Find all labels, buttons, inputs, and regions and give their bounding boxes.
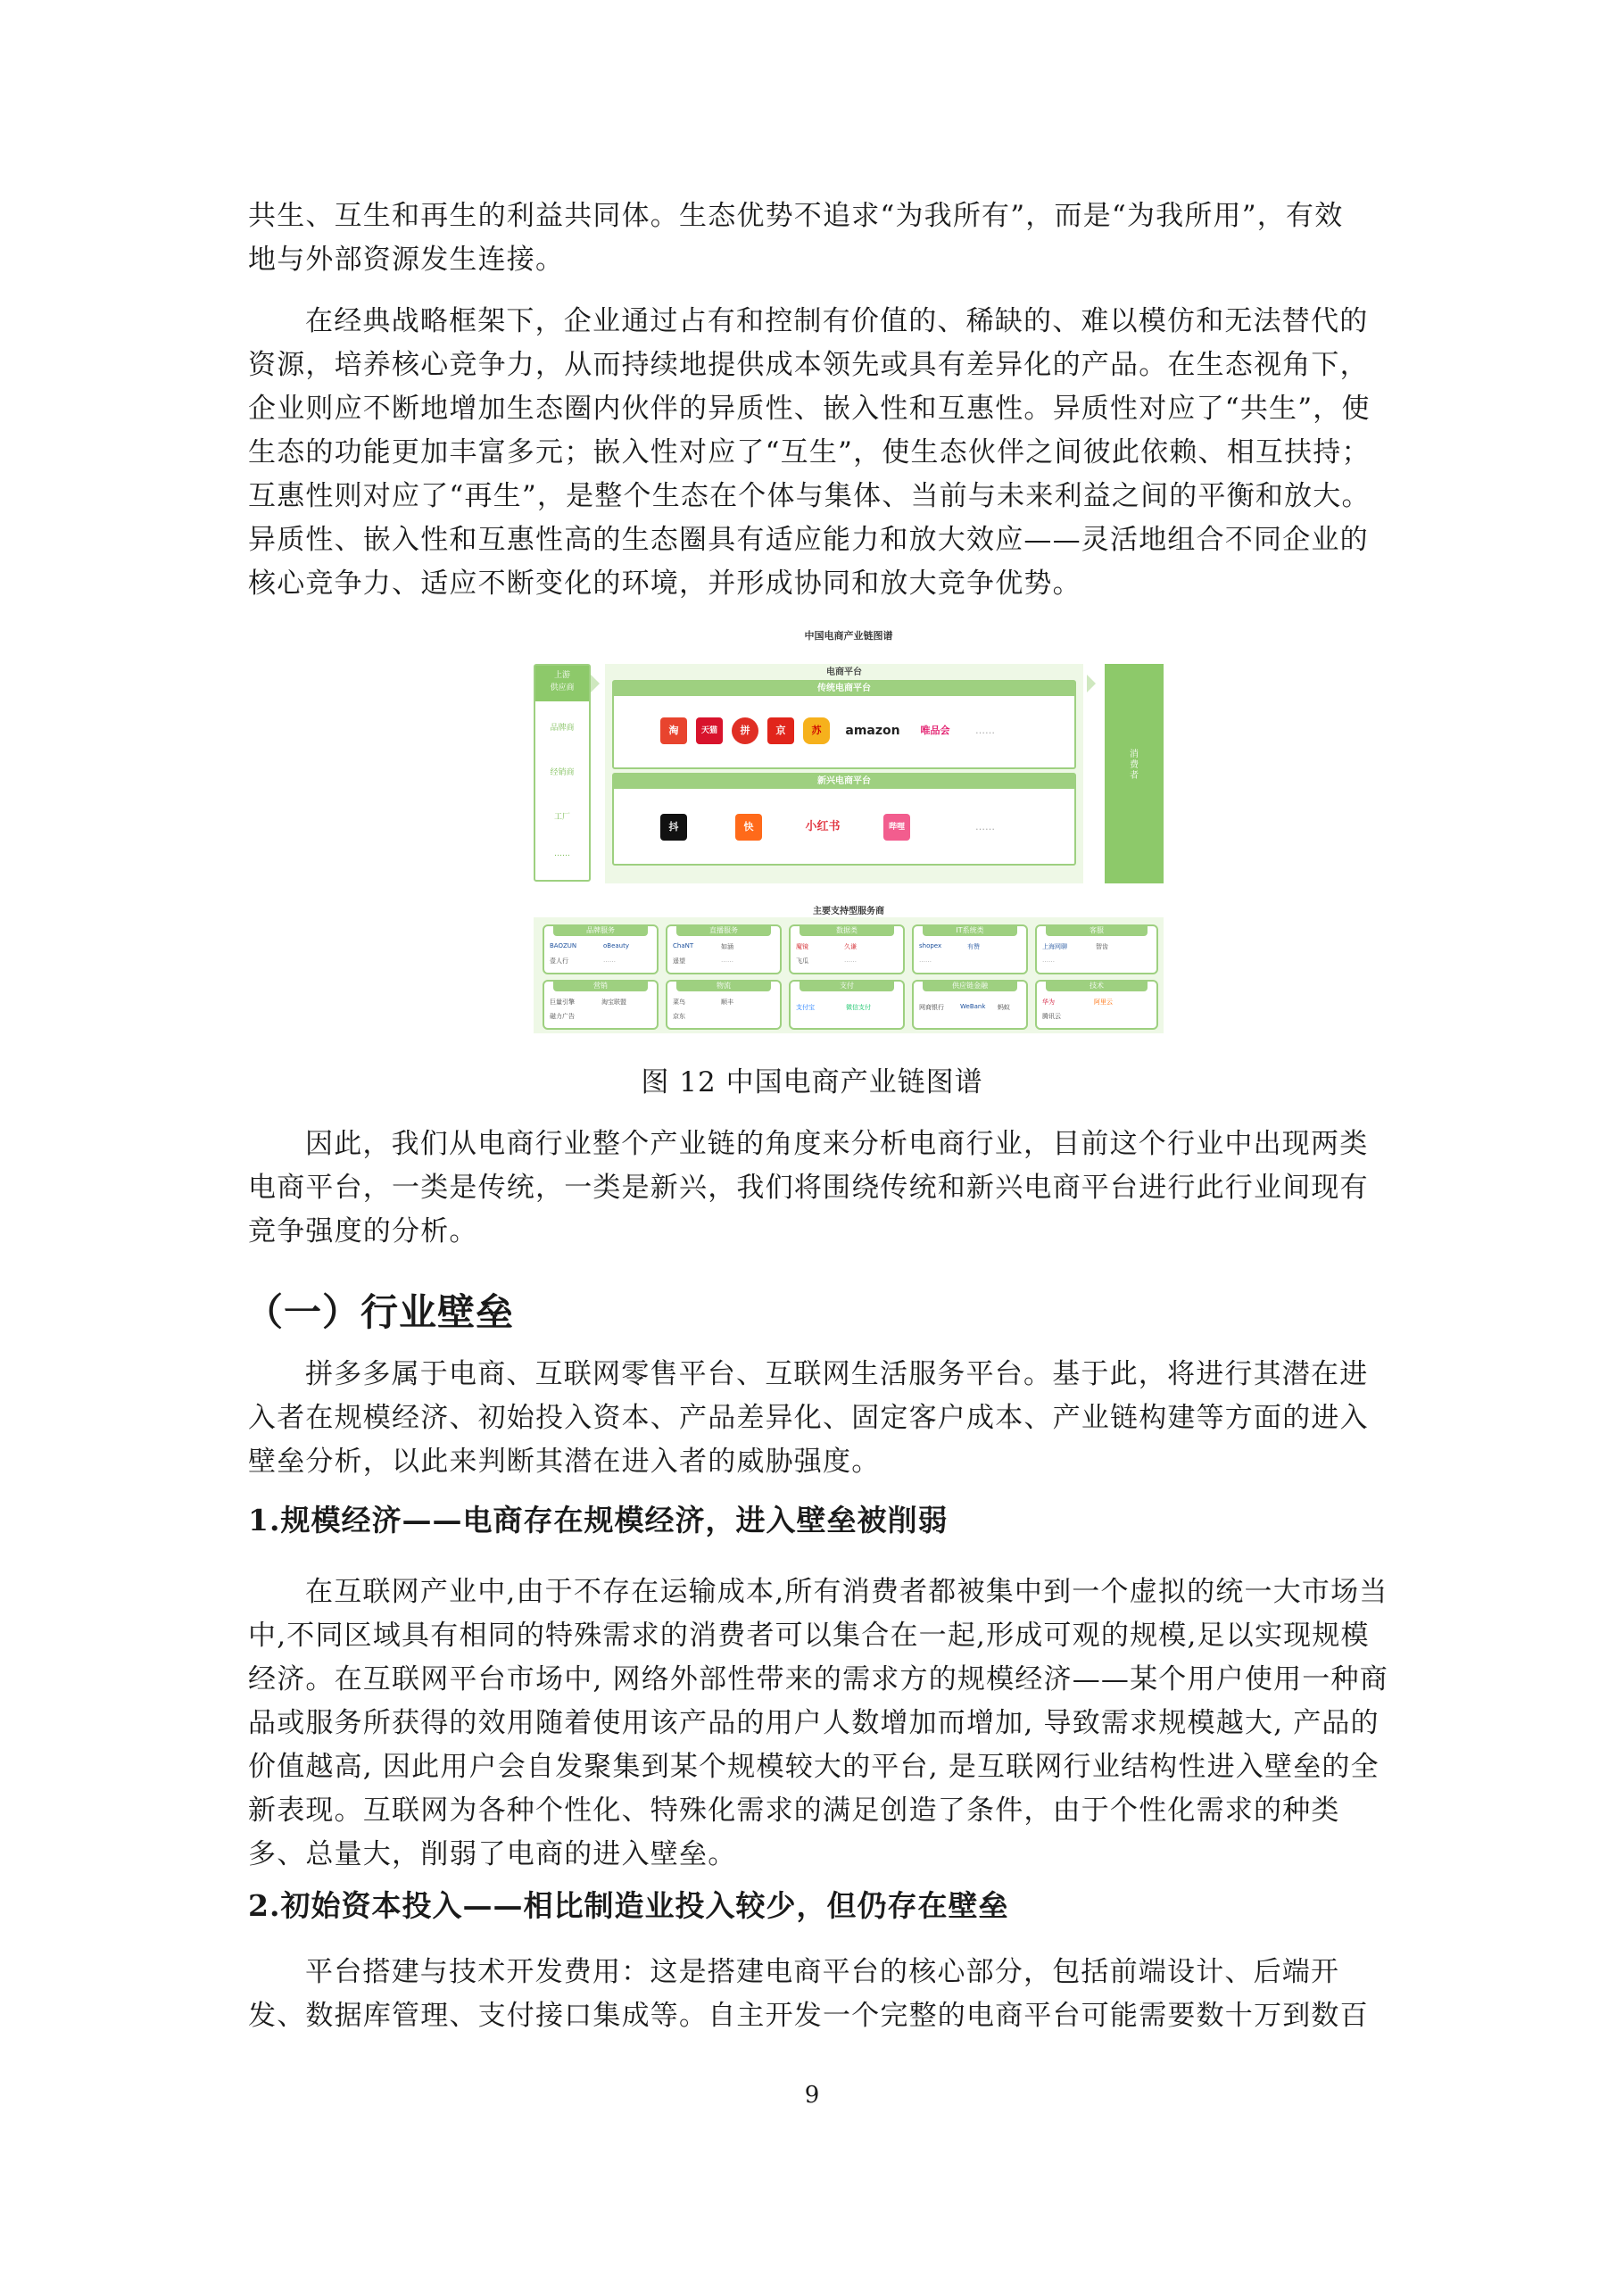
tmall-logo: 天猫	[696, 717, 723, 744]
figure-caption: 图 12 中国电商产业链图谱	[641, 1066, 983, 1098]
more-indicator: ……	[975, 821, 995, 833]
text-line: 壁垒分析，以此来判断其潜在进入者的威胁强度。	[248, 1446, 881, 1478]
service-item: 京东	[673, 1013, 685, 1020]
service-item: 磁力广告	[550, 1013, 575, 1020]
text-line: 经济。在互联网平台市场中, 网络外部性带来的需求方的规模经济——某个用户使用一种商	[248, 1663, 1388, 1695]
text-line: 共生、互生和再生的利益共同体。生态优势不追求“为我所有”，而是“为我所用”，有效	[248, 200, 1344, 232]
service-item: oBeauty	[603, 942, 630, 949]
service-item: ……	[1042, 957, 1055, 964]
service-label: 物流	[676, 981, 771, 991]
service-item: ……	[603, 957, 616, 964]
service-box	[543, 924, 659, 974]
text-line: 入者在规模经济、初始投入资本、产品差异化、固定客户成本、产业链构建等方面的进入	[248, 1402, 1369, 1434]
services-title: 主要支持型服务商	[813, 907, 884, 916]
paragraph-4	[248, 1353, 1374, 1484]
text-line: 异质性、嵌入性和互惠性高的生态圈具有适应能力和放大效应——灵活地组合不同企业的	[248, 524, 1369, 556]
text-line: 新表现。互联网为各种个性化、特殊化需求的满足创造了条件，由于个性化需求的种类	[248, 1795, 1340, 1827]
subheading-economies-of-scale: 1.规模经济——电商存在规模经济，进入壁垒被削弱	[248, 1503, 949, 1538]
subheading-initial-capital: 2.初始资本投入——相比制造业投入较少，但仍存在壁垒	[248, 1888, 1009, 1923]
upstream-item: 经销商	[550, 768, 575, 777]
service-box	[789, 924, 905, 974]
emerging-platform-box	[612, 773, 1076, 866]
service-item: 魔镜	[796, 943, 808, 950]
text-line: 互惠性则对应了“再生”，是整个生态在个体与集体、当前与未来利益之间的平衡和放大。	[248, 480, 1371, 512]
service-item: ChaNT	[673, 942, 694, 949]
upstream-panel	[534, 664, 591, 882]
service-label: 营销	[553, 981, 648, 991]
jd-logo: 京	[767, 717, 794, 744]
service-item: 顺丰	[721, 999, 733, 1006]
text-line: 企业则应不断地增加生态圈内伙伴的异质性、嵌入性和互惠性。异质性对应了“共生”，使	[248, 393, 1371, 425]
page-number: 9	[804, 2082, 820, 2109]
service-box	[1035, 980, 1158, 1030]
service-box	[1035, 924, 1158, 974]
upstream-item: 工厂	[553, 813, 570, 822]
service-item: 网商银行	[919, 1004, 944, 1011]
service-label: 直播服务	[676, 925, 771, 936]
service-item: 遥望	[673, 957, 685, 965]
service-item: BAOZUN	[550, 942, 577, 949]
service-item: shopex	[919, 942, 942, 949]
service-item: 上海网聊	[1042, 943, 1067, 950]
upstream-label: 上游 供应商	[535, 666, 589, 701]
service-label: 技术	[1046, 981, 1148, 991]
service-item: 如涵	[721, 943, 733, 950]
text-line: 价值越高, 因此用户会自发聚集到某个规模较大的平台, 是互联网行业结构性进入壁垒的全	[248, 1751, 1380, 1783]
service-item: 壹人行	[550, 957, 568, 965]
service-item: ……	[721, 957, 733, 964]
service-item: 支付宝	[796, 1004, 815, 1011]
text-line: 生态的功能更加丰富多元；嵌入性对应了“互生”，使生态伙伴之间彼此依赖、相互扶持；	[248, 436, 1371, 468]
text-line: 资源，培养核心竞争力，从而持续地提供成本领先或具有差异化的产品。在生态视角下，	[248, 349, 1369, 381]
service-box	[543, 980, 659, 1030]
arrow-icon	[591, 675, 600, 692]
taobao-logo: 淘	[660, 717, 687, 744]
service-box	[789, 980, 905, 1030]
service-label: 客服	[1046, 925, 1148, 936]
text-line: 中,不同区域具有相同的特殊需求的消费者可以集合在一起,形成可观的规模,足以实现规模	[248, 1620, 1370, 1652]
amazon-logo: amazon	[845, 724, 900, 738]
text-line: 在互联网产业中,由于不存在运输成本,所有消费者都被集中到一个虚拟的统一大市场当	[305, 1576, 1388, 1608]
consumer-panel	[1105, 664, 1164, 883]
pinduoduo-logo: 拼	[732, 717, 758, 744]
service-item: 华为	[1042, 999, 1055, 1006]
vip-logo: 唯品会	[920, 725, 950, 736]
text-line: 发、数据库管理、支付接口集成等。自主开发一个完整的电商平台可能需要数十万到数百	[248, 2000, 1369, 2032]
service-label: 支付	[800, 981, 894, 991]
service-item: 巨量引擎	[550, 999, 575, 1006]
text-line: 电商平台，一类是传统，一类是新兴，我们将围绕传统和新兴电商平台进行此行业间现有	[248, 1172, 1369, 1204]
service-box	[666, 924, 782, 974]
text-line: 地与外部资源发生连接。	[248, 244, 565, 276]
service-item: 微信支付	[846, 1004, 871, 1011]
traditional-platform-box	[612, 680, 1076, 769]
text-line: 多、总量大，削弱了电商的进入壁垒。	[248, 1838, 737, 1870]
service-item: 阿里云	[1094, 999, 1113, 1006]
service-item: 有赞	[967, 943, 980, 950]
bilibili-logo: 哔哩	[883, 814, 910, 841]
service-item: ……	[844, 957, 857, 964]
service-item: 久谦	[844, 943, 857, 950]
service-item: 蚂蚁	[998, 1004, 1010, 1011]
text-line: 在经典战略框架下，企业通过占有和控制有价值的、稀缺的、难以模仿和无法替代的	[305, 305, 1369, 337]
emerging-label: 新兴电商平台	[614, 775, 1074, 789]
service-box	[912, 980, 1028, 1030]
consumer-label: 消费者	[1130, 750, 1139, 781]
text-line: 品或服务所获得的效用随着使用该产品的用户人数增加而增加, 导致需求规模越大, 产品的	[248, 1707, 1380, 1739]
text-line: 竞争强度的分析。	[248, 1215, 478, 1247]
service-item: ……	[919, 957, 932, 964]
service-item: WeBank	[960, 1003, 986, 1010]
service-label: 供应链金融	[923, 981, 1017, 991]
service-item: 腾讯云	[1042, 1013, 1061, 1020]
service-label: 数据类	[800, 925, 894, 936]
service-box	[666, 980, 782, 1030]
service-label: IT系统类	[923, 925, 1017, 936]
service-item: 淘宝联盟	[601, 999, 626, 1006]
service-item: 飞瓜	[796, 957, 808, 965]
upstream-item: ……	[554, 850, 570, 858]
section-heading: （一）行业壁垒	[245, 1290, 515, 1334]
more-indicator: ……	[975, 725, 995, 736]
traditional-label: 传统电商平台	[614, 682, 1074, 696]
platform-label: 电商平台	[826, 667, 862, 677]
text-line: 核心竞争力、适应不断变化的环境，并形成协同和放大竞争优势。	[248, 568, 1081, 600]
upstream-item: 品牌商	[550, 724, 575, 733]
douyin-logo: 抖	[660, 814, 687, 841]
paragraph-3	[248, 1123, 1374, 1254]
text-line: 拼多多属于电商、互联网零售平台、互联网生活服务平台。基于此，将进行其潜在进	[305, 1358, 1369, 1390]
paragraph-6	[248, 1951, 1374, 2038]
paragraph-5	[248, 1571, 1388, 1877]
kuaishou-logo: 快	[735, 814, 762, 841]
service-item: 菜鸟	[673, 999, 685, 1006]
industry-chain-figure	[534, 625, 1164, 1033]
paragraph-1	[248, 195, 1374, 282]
text-line: 因此，我们从电商行业整个产业链的角度来分析电商行业，目前这个行业中出现两类	[305, 1128, 1369, 1160]
service-label: 品牌服务	[553, 925, 648, 936]
service-box	[912, 924, 1028, 974]
suning-logo: 苏	[803, 717, 830, 744]
figure-title: 中国电商产业链图谱	[804, 630, 893, 642]
text-line: 平台搭建与技术开发费用：这是搭建电商平台的核心部分，包括前端设计、后端开	[305, 1956, 1340, 1988]
paragraph-2	[248, 300, 1374, 606]
service-item: 智齿	[1096, 943, 1108, 950]
xiaohongshu-logo: 小红书	[805, 820, 841, 833]
arrow-icon	[1087, 675, 1096, 692]
